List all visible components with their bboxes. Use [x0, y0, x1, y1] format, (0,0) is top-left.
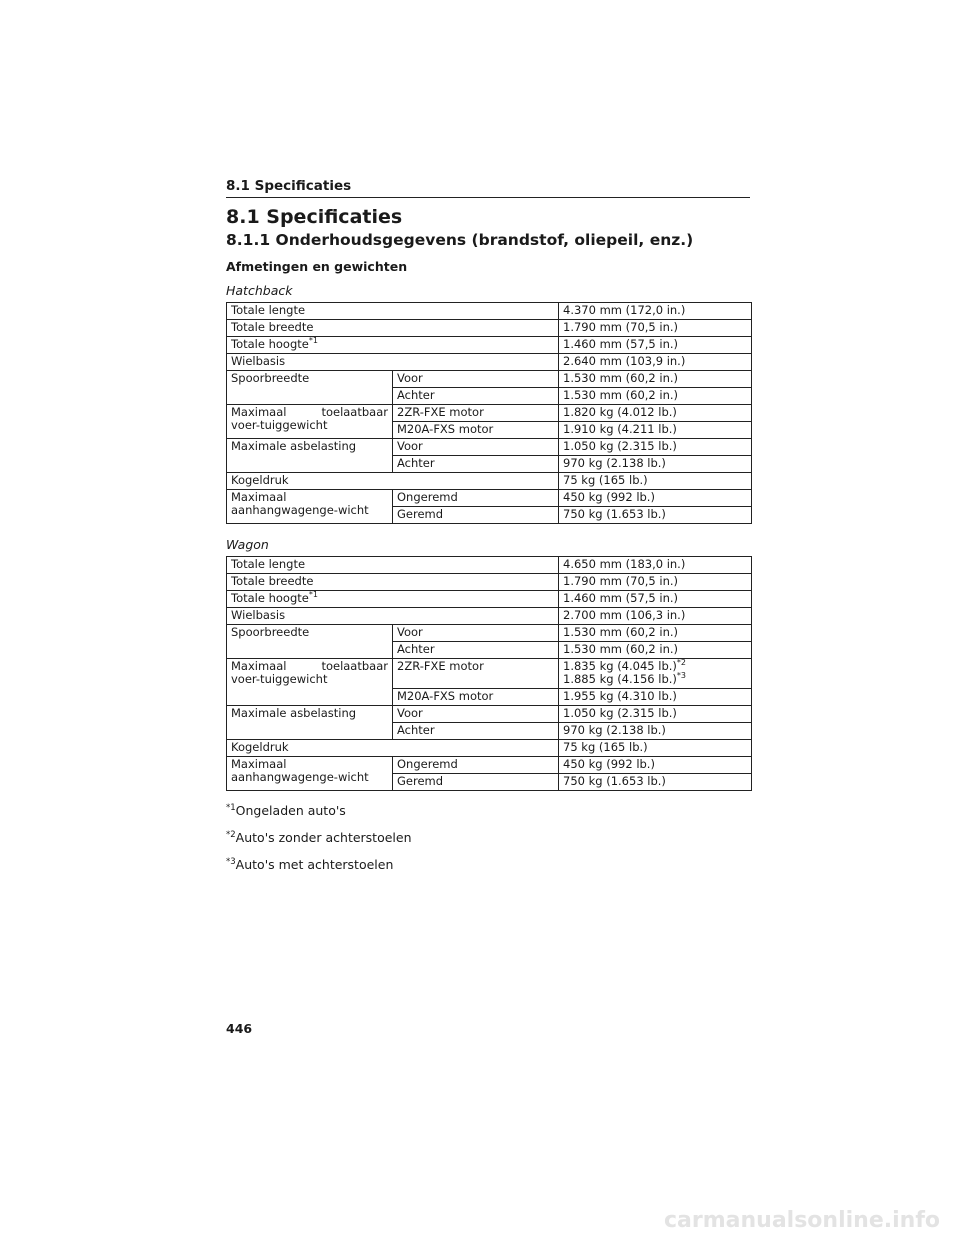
- spec-value: 450 kg (992 lb.): [559, 757, 752, 774]
- table-row: [227, 706, 752, 723]
- footnotes: [226, 801, 746, 882]
- spec-sublabel: Voor: [393, 371, 559, 388]
- hatchback-spec-table: [226, 302, 752, 524]
- spec-value: 1.885 kg (4.156 lb.): [563, 672, 677, 686]
- spec-sublabel: Achter: [393, 388, 559, 405]
- spec-value: 1.050 kg (2.315 lb.): [559, 439, 752, 456]
- spec-label-cell: [227, 337, 559, 354]
- table-row: [227, 371, 752, 388]
- table-row: [227, 303, 752, 320]
- hatchback-label: Hatchback: [226, 283, 293, 298]
- footnote-text: Auto's met achterstoelen: [235, 857, 394, 873]
- table-row: [227, 659, 752, 689]
- spec-label: Maximaal toelaatbaar voer-tuiggewicht: [227, 405, 393, 439]
- table-row: [227, 405, 752, 422]
- footnote: [226, 828, 746, 845]
- spec-sublabel: Ongeremd: [393, 757, 559, 774]
- spec-value: 1.790 mm (70,5 in.): [559, 574, 752, 591]
- table-row: [227, 439, 752, 456]
- spec-value: 1.955 kg (4.310 lb.): [559, 689, 752, 706]
- footnote-ref: *1: [308, 336, 318, 346]
- section-title: 8.1 Specificaties: [226, 206, 403, 228]
- spec-label: Maximale asbelasting: [227, 706, 393, 740]
- spec-label: Spoorbreedte: [227, 625, 393, 659]
- spec-value: 1.050 kg (2.315 lb.): [559, 706, 752, 723]
- spec-value: 750 kg (1.653 lb.): [559, 507, 752, 524]
- topic-title: Afmetingen en gewichten: [226, 259, 408, 274]
- spec-label: Kogeldruk: [227, 473, 559, 490]
- spec-value: 2.700 mm (106,3 in.): [559, 608, 752, 625]
- spec-label: Kogeldruk: [227, 740, 559, 757]
- table-row: [227, 625, 752, 642]
- spec-value: 4.370 mm (172,0 in.): [559, 303, 752, 320]
- spec-sublabel: M20A-FXS motor: [393, 689, 559, 706]
- wagon-label: Wagon: [226, 537, 269, 552]
- spec-sublabel: Voor: [393, 625, 559, 642]
- table-row: [227, 473, 752, 490]
- table-row: [227, 320, 752, 337]
- subsection-title: 8.1.1 Onderhoudsgegevens (brandstof, oliepeil, enz.): [226, 231, 694, 249]
- footnote-mark: *2: [226, 830, 236, 841]
- spec-label: Wielbasis: [227, 354, 559, 371]
- spec-sublabel: Ongeremd: [393, 490, 559, 507]
- spec-sublabel: Voor: [393, 439, 559, 456]
- spec-label: Maximale asbelasting: [227, 439, 393, 473]
- spec-sublabel: 2ZR-FXE motor: [393, 659, 559, 689]
- spec-label: Maximaal aanhangwagenge-wicht: [227, 490, 393, 524]
- spec-value: 1.910 kg (4.211 lb.): [559, 422, 752, 439]
- spec-label: Maximaal aanhangwagenge-wicht: [227, 757, 393, 791]
- table-row: [227, 740, 752, 757]
- spec-label: Maximaal toelaatbaar voer-tuiggewicht: [227, 659, 393, 706]
- footnote-ref: *3: [676, 671, 686, 681]
- spec-value-cell: [559, 659, 752, 689]
- spec-value: 75 kg (165 lb.): [559, 473, 752, 490]
- footnote-text: Ongeladen auto's: [235, 803, 346, 819]
- footnote: [226, 801, 746, 818]
- spec-label: Totale hoogte: [231, 337, 309, 351]
- spec-value-line: [563, 673, 747, 686]
- spec-label: Totale breedte: [227, 320, 559, 337]
- spec-value: 1.530 mm (60,2 in.): [559, 371, 752, 388]
- spec-label: Wielbasis: [227, 608, 559, 625]
- spec-value: 450 kg (992 lb.): [559, 490, 752, 507]
- spec-sublabel: Voor: [393, 706, 559, 723]
- spec-sublabel: Achter: [393, 456, 559, 473]
- spec-value: 1.790 mm (70,5 in.): [559, 320, 752, 337]
- spec-value: 970 kg (2.138 lb.): [559, 456, 752, 473]
- table-row: [227, 591, 752, 608]
- spec-label: Totale breedte: [227, 574, 559, 591]
- spec-value: 2.640 mm (103,9 in.): [559, 354, 752, 371]
- footnote-ref: *2: [676, 658, 686, 668]
- table-row: [227, 490, 752, 507]
- spec-value: 970 kg (2.138 lb.): [559, 723, 752, 740]
- spec-label: Totale hoogte: [231, 591, 309, 605]
- spec-label-cell: [227, 591, 559, 608]
- spec-value: 1.530 mm (60,2 in.): [559, 625, 752, 642]
- spec-value: 1.835 kg (4.045 lb.): [563, 659, 677, 673]
- table-row: [227, 574, 752, 591]
- spec-value: 1.460 mm (57,5 in.): [559, 591, 752, 608]
- footnote-ref: *1: [308, 590, 318, 600]
- footnote-mark: *3: [226, 857, 236, 868]
- spec-sublabel: 2ZR-FXE motor: [393, 405, 559, 422]
- spec-value: 4.650 mm (183,0 in.): [559, 557, 752, 574]
- footnote-text: Auto's zonder achterstoelen: [235, 830, 412, 846]
- spec-label: Spoorbreedte: [227, 371, 393, 405]
- spec-sublabel: Achter: [393, 723, 559, 740]
- spec-value: 1.530 mm (60,2 in.): [559, 388, 752, 405]
- watermark: carmanualsonline.info: [664, 1208, 940, 1233]
- table-row: [227, 354, 752, 371]
- table-row: [227, 337, 752, 354]
- spec-value: 1.530 mm (60,2 in.): [559, 642, 752, 659]
- spec-sublabel: Achter: [393, 642, 559, 659]
- spec-sublabel: Geremd: [393, 507, 559, 524]
- spec-label: Totale lengte: [227, 557, 559, 574]
- spec-value: 1.460 mm (57,5 in.): [559, 337, 752, 354]
- spec-sublabel: Geremd: [393, 774, 559, 791]
- footnote: [226, 855, 746, 872]
- wagon-spec-table: [226, 556, 752, 791]
- footnote-mark: *1: [226, 803, 236, 813]
- spec-label: Totale lengte: [227, 303, 559, 320]
- spec-value: 75 kg (165 lb.): [559, 740, 752, 757]
- page-number: 446: [226, 1021, 253, 1036]
- spec-sublabel: M20A-FXS motor: [393, 422, 559, 439]
- running-header: 8.1 Specificaties: [226, 178, 750, 198]
- spec-value: 1.820 kg (4.012 lb.): [559, 405, 752, 422]
- spec-value: 750 kg (1.653 lb.): [559, 774, 752, 791]
- table-row: [227, 757, 752, 774]
- table-row: [227, 557, 752, 574]
- table-row: [227, 608, 752, 625]
